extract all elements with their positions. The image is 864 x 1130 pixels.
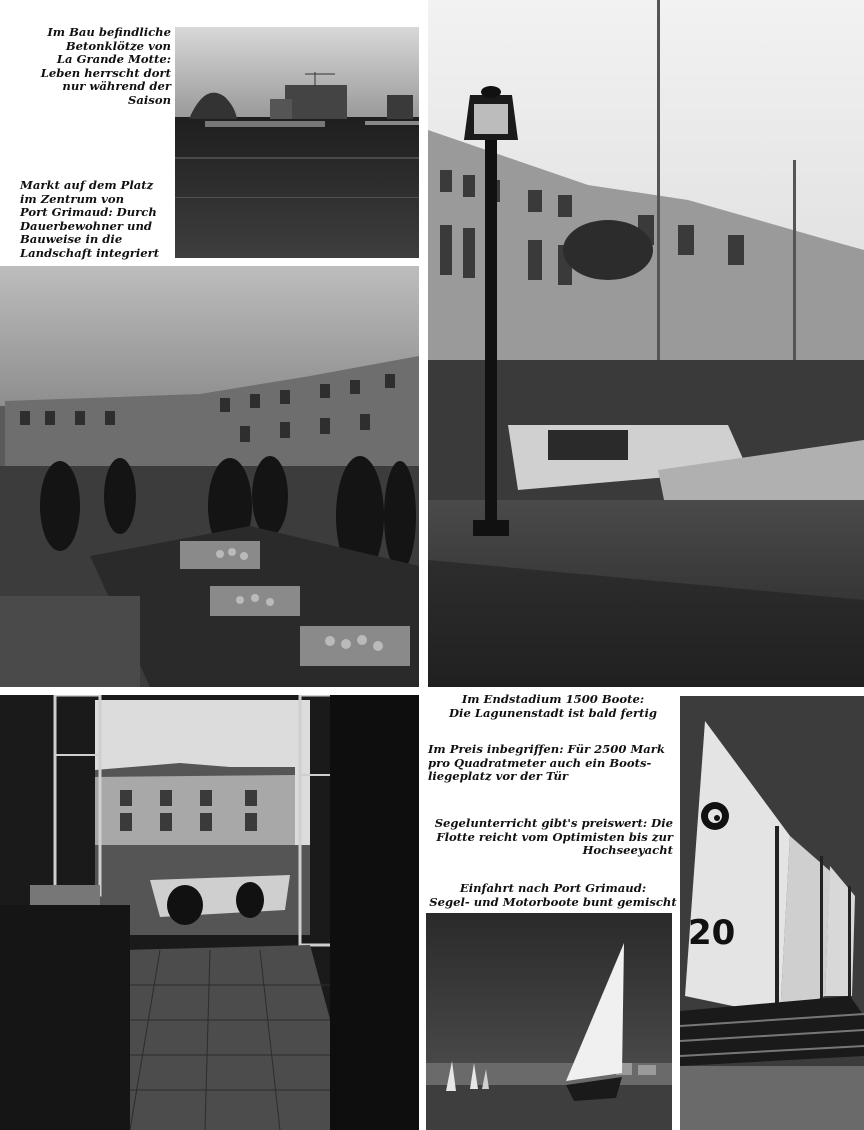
caption-grande-motte — [20, 26, 171, 107]
caption-line: Bauweise in die — [20, 232, 123, 246]
caption-markt — [20, 179, 172, 260]
caption-line: Die Lagunenstadt ist bald fertig — [448, 705, 658, 720]
caption-line: Markt auf dem Platz — [20, 178, 154, 192]
photo-innenraum-kanal — [0, 695, 419, 1130]
caption-line: La Grande Motte: — [56, 52, 171, 66]
caption-line: Im Preis inbegriffen: Für 2500 Mark — [428, 742, 665, 756]
caption-line: Leben herrscht dort — [40, 65, 171, 80]
caption-line: Im Bau befindliche — [47, 25, 171, 39]
caption-line: Landschaft integriert — [20, 245, 160, 260]
caption-line: Saison — [128, 92, 171, 107]
sail-number: 20 — [688, 913, 736, 953]
caption-segelunterricht — [420, 817, 673, 858]
photo-einfahrt-segelboot — [426, 913, 672, 1130]
caption-line: Flotte reicht vom Optimisten bis zur — [436, 829, 673, 844]
caption-line: Einfahrt nach Port Grimaud: — [459, 881, 647, 895]
caption-line: nur während der — [62, 79, 171, 93]
photo-grande-motte — [175, 27, 419, 258]
caption-line: Segel- und Motorboote bunt gemischt — [429, 894, 677, 909]
caption-line: Segelunterricht gibt's preiswert: Die — [434, 816, 673, 830]
caption-line: Hochseeyacht — [582, 843, 673, 857]
caption-preis — [428, 743, 682, 784]
caption-einfahrt — [426, 882, 680, 909]
caption-line: pro Quadratmeter auch ein Boots- — [428, 755, 652, 770]
caption-endstadium — [426, 693, 680, 720]
photo-markt — [0, 266, 419, 687]
caption-line: Port Grimaud: Durch — [20, 205, 157, 219]
photo-hafen-laterne — [428, 0, 864, 687]
caption-line: im Zentrum von — [20, 191, 125, 206]
caption-line: Betonklötze von — [65, 38, 171, 53]
caption-line: Im Endstadium 1500 Boote: — [461, 692, 645, 706]
caption-line: Dauerbewohner und — [20, 218, 153, 233]
photo-optimisten-segel — [680, 696, 864, 1130]
caption-line: liegeplatz vor der Tür — [428, 769, 569, 783]
